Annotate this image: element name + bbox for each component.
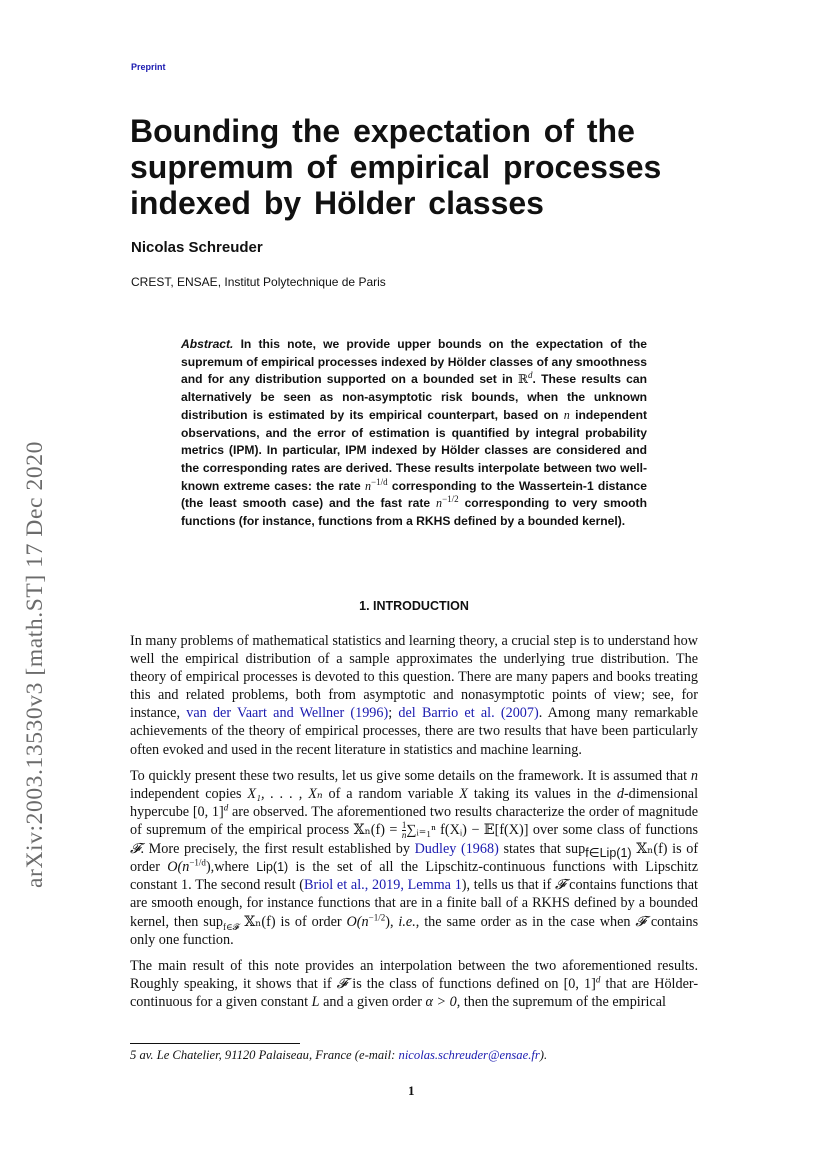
paper-title: Bounding the expectation of the supremum of empirical processes indexed by Hölder classes bbox=[130, 113, 662, 221]
paragraph-2: To quickly present these two results, let us give some details on the framework. It is assumed that n independent copies X₁, . . . , Xₙ of a random variable X taking its values in the d-dimensional hypercube [0, 1]$^d$ are observed. The aforementioned two results characterize the order of magnitude of supremum of the empirical process 𝕏ₙ(f) = $\frac{1}{n}$ ∑ᵢ₌₁ⁿ f(Xᵢ) − 𝔼[f(X)] over some class of functions 𝓕. More precisely, the first result established by Dudley (1968) states that sup$_{f\in Lip(1)}$ 𝕏ₙ(f) is of order $O(n^{-1/d}),where$ Lip(1) is the set of all the Lipschitz-continuous functions with Lipschitz constant 1. The second result (Briol et al., 2019, Lemma 1), tells us that if 𝓕 contains functions that are smooth enough, for instance functions that are in a finite ball of a RKHS defined by a bounded kernel, then sup$_{f\in 𝓕}$ 𝕏ₙ(f) is of order $O(n^{-1/2})$, i.e., the same order as in the case when 𝓕 contains only one function. bbox=[130, 767, 699, 948]
body-text bbox=[130, 632, 698, 1019]
abstract: Abstract. In this note, we provide upper bounds on the expectation of the supremum of empirical processes indexed by Hölder classes of any smoothness and for any distribution supported on a bounded set in ℝ$^d$. These results can alternatively be seen as non-asymptotic risk bounds, when the unknown distribution is estimated by its empirical counterpart, based on n independent observations, and the error of estimation is quantified by integral probability metrics (IPM). In particular, IPM indexed by Hölder classes are considered and the corresponding rates are derived. These results interpolate between two well-known extreme cases: the rate $n^{-1/d}$ corresponding to the Wassertein-1 distance (the least smooth case) and the fast rate $n^{-1/2}$ corresponding to very smooth functions (for instance, functions from a RKHS defined by a bounded kernel). bbox=[181, 337, 647, 529]
section-heading: 1. INTRODUCTION bbox=[359, 599, 469, 613]
preprint-label: Preprint bbox=[131, 62, 166, 72]
paragraph-1: In many problems of mathematical statistics and learning theory, a crucial step is to understand how well the empirical distribution of a sample approximates the underlying true distribution. The theory of empirical processes is devoted to this question. There are many papers and books treating this and related problems, both from asymptotic and nonasymptotic points of view; see, for instance, van der Vaart and Wellner (1996); del Barrio et al. (2007). Among many remarkable achievements of the theory of empirical processes, there are two results that have been particularly often evoked and used in the recent literature in statistics and machine learning. bbox=[130, 633, 699, 758]
arxiv-identifier[interactable]: arXiv:2003.13530v3 [math.ST] 17 Dec 2020 bbox=[22, 441, 48, 888]
citation-dudley[interactable]: Dudley (1968) bbox=[414, 841, 499, 858]
page-number: 1 bbox=[408, 1083, 415, 1098]
author-name: Nicolas Schreuder bbox=[131, 239, 263, 256]
citation-briol[interactable]: Briol et al., 2019, Lemma 1 bbox=[304, 877, 462, 894]
citation-van-der-vaart[interactable]: van der Vaart and Wellner (1996) bbox=[186, 705, 389, 722]
footnote-rule bbox=[130, 1043, 300, 1044]
paragraph-3: The main result of this note provides an interpolation between the two aforementioned results. Roughly speaking, it shows that if 𝓕 is the class of functions defined on [0, 1]$^d$ that are Hölder-continuous for a given constant L and a given order α > 0, then the supremum of the empirical bbox=[130, 957, 699, 1010]
author-email-link[interactable]: nicolas.schreuder@ensae.fr bbox=[398, 1048, 540, 1062]
citation-del-barrio[interactable]: del Barrio et al. (2007) bbox=[398, 705, 539, 722]
author-affiliation: CREST, ENSAE, Institut Polytechnique de Paris bbox=[131, 275, 386, 289]
fraction-one-over-n: $\frac{1}{n}$ bbox=[401, 820, 407, 841]
footnote: 5 av. Le Chatelier, 91120 Palaiseau, France (e-mail: nicolas.schreuder@ensae.fr). bbox=[130, 1048, 548, 1062]
abstract-label: Abstract. bbox=[181, 337, 234, 351]
